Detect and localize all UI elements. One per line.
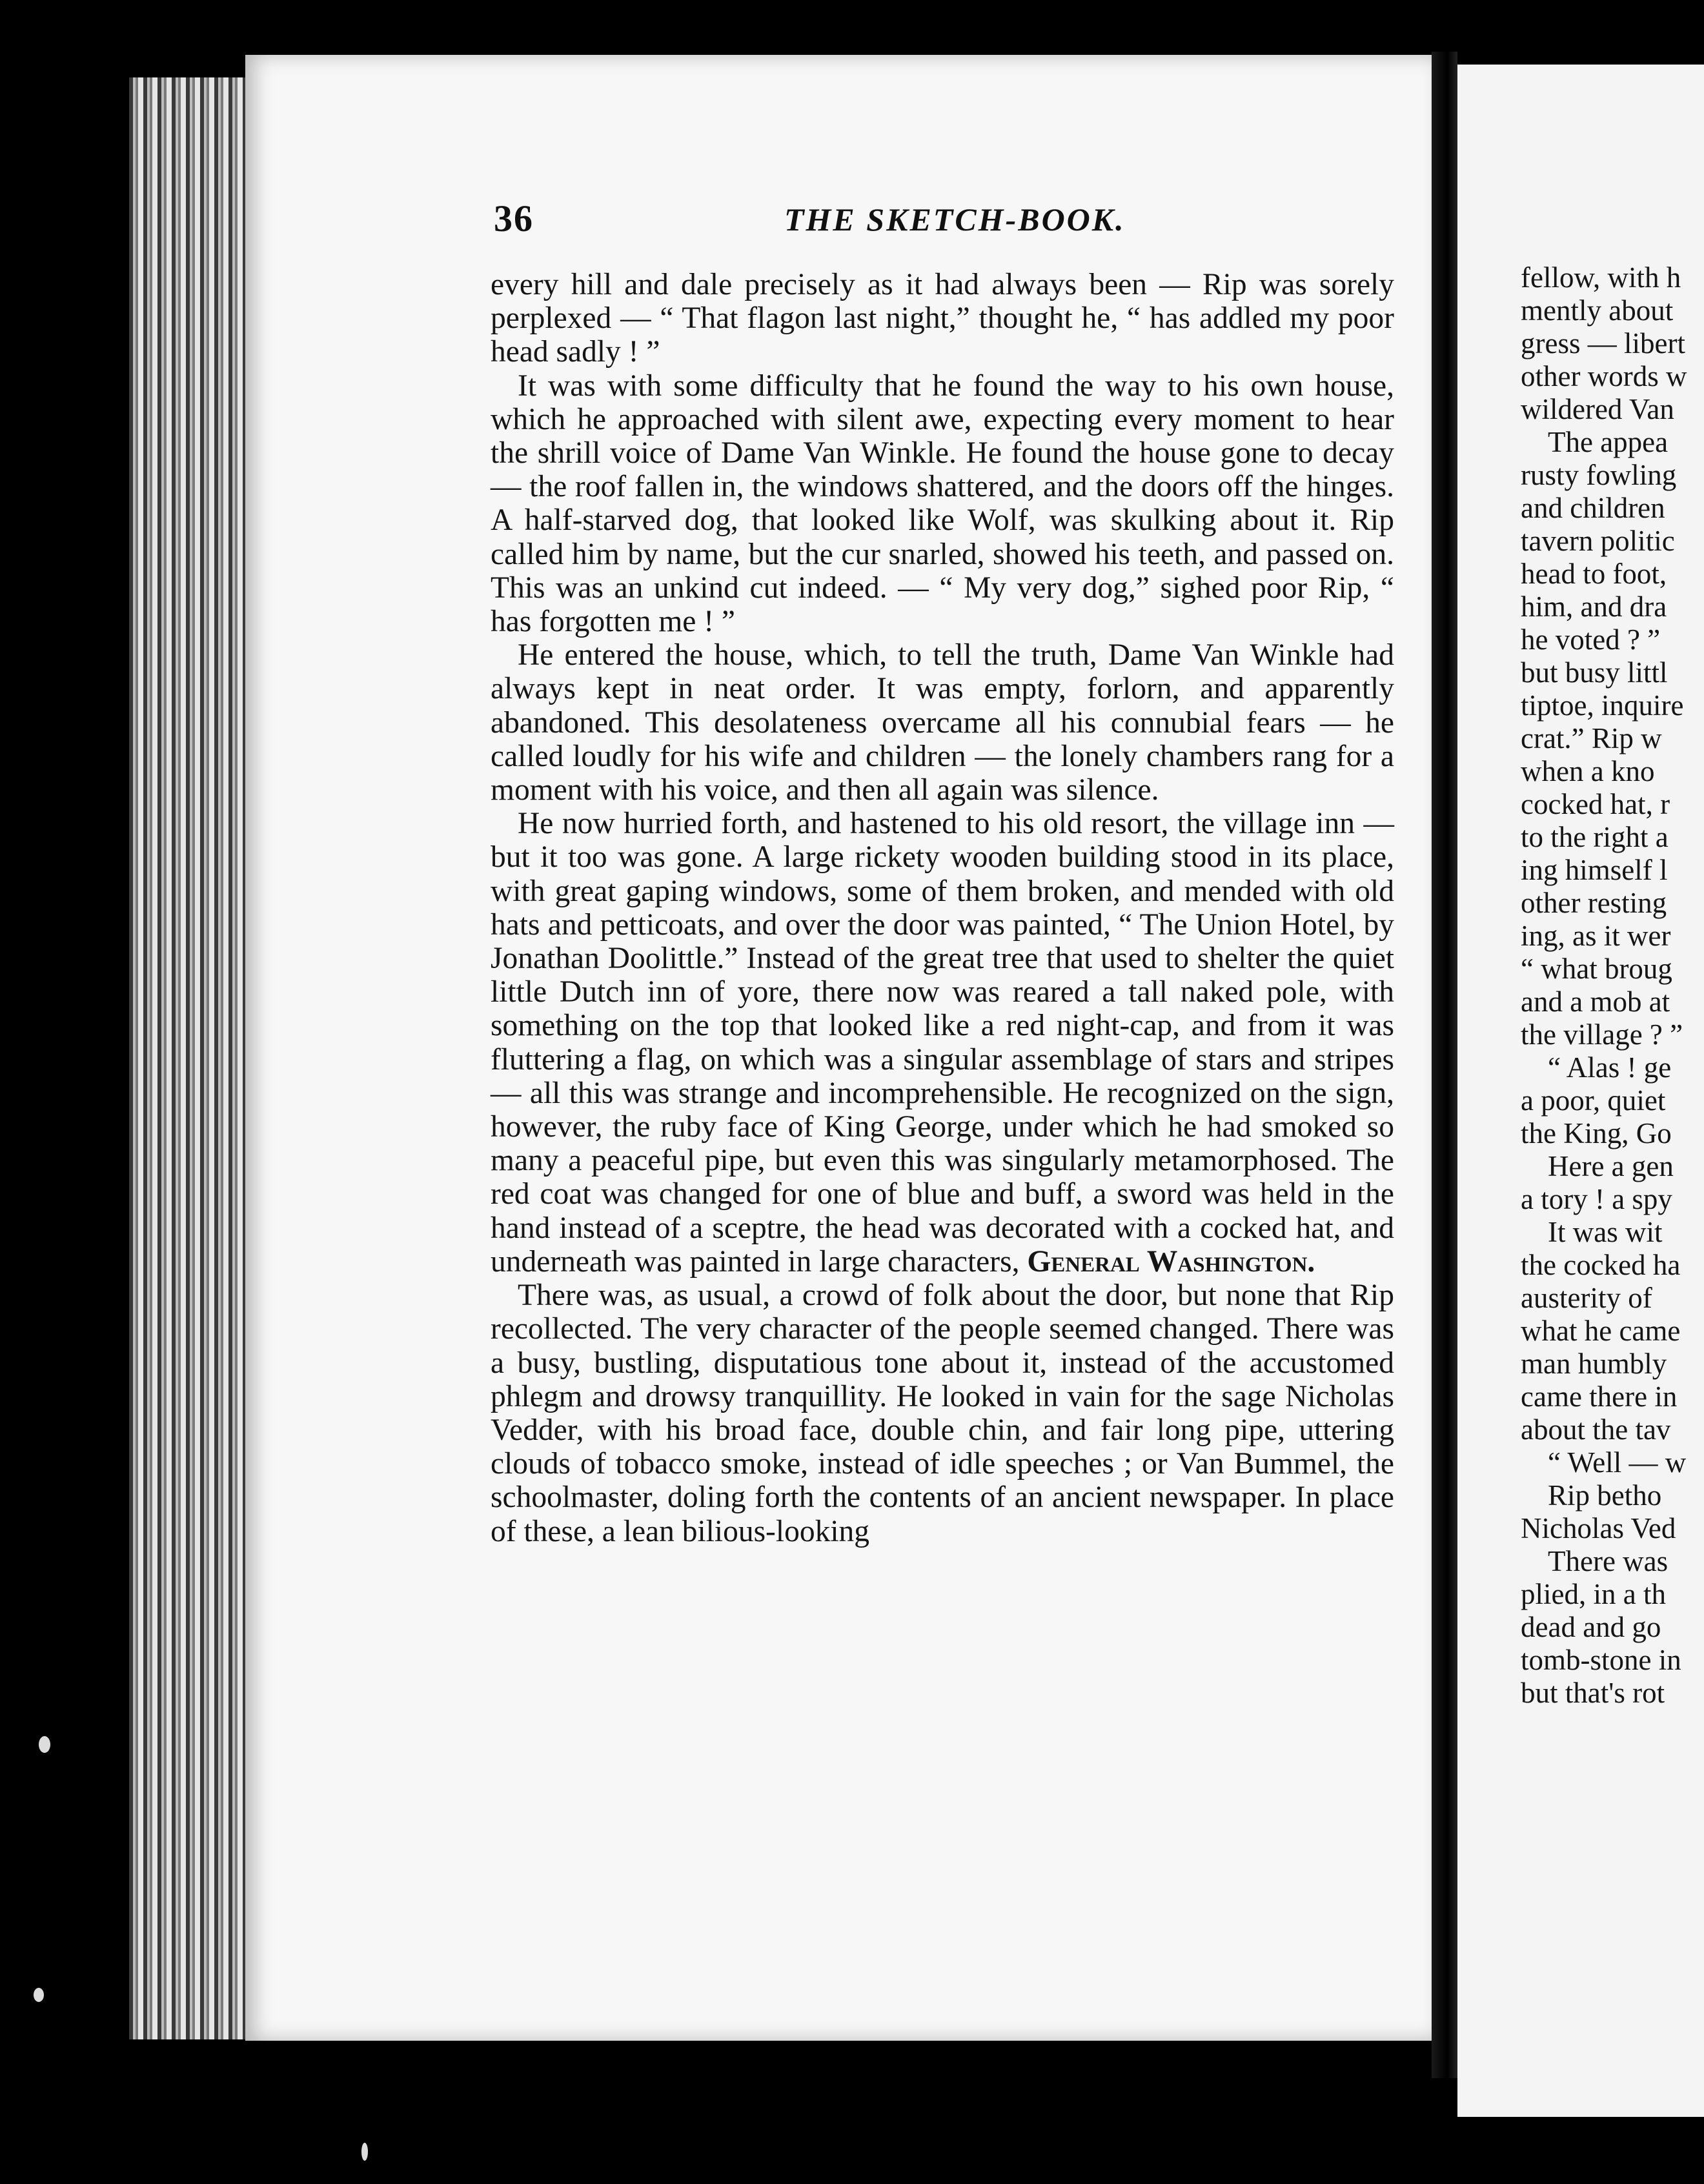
page-header (494, 197, 1394, 248)
page-number: 36 (494, 197, 534, 239)
facing-page-line: tiptoe, inquire (1521, 689, 1684, 722)
facing-page-line: mently about (1521, 294, 1674, 327)
facing-page-line: about the tav (1521, 1413, 1671, 1446)
general-washington-caps: General Washington. (1027, 1244, 1315, 1279)
facing-page-line: tomb-stone in (1521, 1644, 1681, 1676)
facing-page-line: and a mob at (1521, 986, 1670, 1018)
facing-page-line: dead and go (1521, 1611, 1661, 1643)
paragraph-4-text: He now hurried forth, and hastened to his old resort, the village inn — but it too was gone. A large rickety wooden building stood in its place, with great gaping windows, some of them broken, and mended with old hats and petticoats, and over the door was painted, “ The Union Hotel, by Jonathan Doolittle.” Instead of the great tree that used to shelter the quiet little Dutch inn of yore, there now was reared a tall naked pole, with something on the top that looked like a red night-cap, and from it was fluttering a flag, on which was a singular assemblage of stars and stripes — all this was strange and incomprehensible. He recognized on the sign, however, the ruby face of King George, under which he had smoked so many a peaceful pipe, but even this was singularly metamorphosed. The red coat was changed for one of blue and buff, a sword was held in the hand instead of a sceptre, the head was decorated with a cocked hat, and underneath was painted in large characters, (491, 807, 1394, 1279)
facing-page-line: man humbly (1521, 1348, 1667, 1380)
paragraph-3: He entered the house, which, to tell the truth, Dame Van Winkle had always kept in neat order. It was empty, forlorn, and apparently abandoned. This desolateness overcame all his connubial fears — he called loudly for his wife and children — the lonely chambers rang for a moment with his voice, and then all again was silence. (491, 638, 1394, 807)
facing-page-line: Nicholas Ved (1521, 1512, 1676, 1544)
paragraph-4 (491, 807, 1394, 1279)
facing-page-line: a tory ! a spy (1521, 1183, 1672, 1215)
facing-page-line: head to foot, (1521, 558, 1667, 590)
running-title: THE SKETCH-BOOK. (784, 201, 1126, 238)
paragraph-5: There was, as usual, a crowd of folk about the door, but none that Rip recollected. The very character of the people seemed changed. There was a busy, bustling, disputatious tone about it, instead of the accustomed phlegm and drowsy tranquillity. He looked in vain for the sage Nicholas Vedder, with his broad face, double chin, and fair long pipe, uttering clouds of tobacco smoke, instead of idle speeches ; or Van Bummel, the schoolmaster, doling forth the contents of an ancient newspaper. In place of these, a lean bilious-looking (491, 1279, 1394, 1548)
facing-page-line: cocked hat, r (1521, 788, 1670, 820)
body-text (491, 268, 1394, 1548)
facing-page-line: him, and dra (1521, 591, 1667, 623)
book-gutter (1432, 52, 1457, 2078)
facing-page-line: Rip betho (1548, 1479, 1662, 1512)
facing-page-line: wildered Van (1521, 393, 1674, 425)
facing-page-line: but that's rot (1521, 1677, 1665, 1709)
facing-page-line: “ what broug (1521, 953, 1672, 985)
facing-page-line: austerity of (1521, 1282, 1652, 1314)
facing-page-text (1521, 261, 1704, 1710)
facing-page-line: It was wit (1548, 1216, 1663, 1248)
paragraph-2: It was with some difficulty that he found the way to his own house, which he approached with silent awe, expecting every moment to hear the shrill voice of Dame Van Winkle. He found the house gone to decay — the roof fallen in, the windows shattered, and the doors off the hinges. A half-starved dog, that looked like Wolf, was skulking about it. Rip called him by name, but the cur snarled, showed his teeth, and passed on. This was an unkind cut indeed. — “ My very dog,” sighed poor Rip, “ has forgotten me ! ” (491, 369, 1394, 639)
facing-page-line: when a kno (1521, 755, 1655, 787)
facing-page-line: the King, Go (1521, 1117, 1672, 1149)
facing-page-line: ing himself l (1521, 854, 1668, 886)
facing-page-line: fellow, with h (1521, 261, 1681, 294)
facing-page-line: rusty fowling (1521, 459, 1677, 491)
facing-page-line: other resting (1521, 887, 1667, 919)
facing-page-line: “ Well — w (1548, 1446, 1687, 1479)
facing-page-line: to the right a (1521, 821, 1669, 853)
paragraph-1: every hill and dale precisely as it had always been — Rip was sorely perplexed — “ That flagon last night,” thought he, “ has addled my poor head sadly ! ” (491, 268, 1394, 369)
facing-page-line: Here a gen (1548, 1150, 1674, 1182)
facing-page-line: gress — libert (1521, 327, 1685, 359)
book-page-edges (129, 77, 252, 2039)
facing-page-line: the cocked ha (1521, 1249, 1681, 1281)
facing-page-line: tavern politic (1521, 525, 1675, 557)
scan-speck (34, 1988, 44, 2002)
facing-page-line: ing, as it wer (1521, 920, 1671, 952)
facing-page-line: he voted ? ” (1521, 623, 1661, 656)
facing-page-line: crat.” Rip w (1521, 722, 1662, 754)
facing-page-line: The appea (1548, 426, 1669, 458)
facing-page-line: a poor, quiet (1521, 1084, 1666, 1117)
facing-page-line: what he came (1521, 1315, 1681, 1347)
facing-page-line: plied, in a th (1521, 1578, 1666, 1610)
facing-page-line: the village ? ” (1521, 1018, 1683, 1051)
facing-page-line: came there in (1521, 1380, 1678, 1413)
facing-page-line: but busy littl (1521, 656, 1668, 689)
scan-speck (39, 1736, 50, 1753)
facing-page-line: There was (1548, 1545, 1669, 1577)
facing-page-line: “ Alas ! ge (1548, 1051, 1672, 1084)
facing-page-line: other words w (1521, 360, 1687, 392)
facing-page-line: and children (1521, 492, 1665, 524)
scan-speck (361, 2143, 368, 2161)
